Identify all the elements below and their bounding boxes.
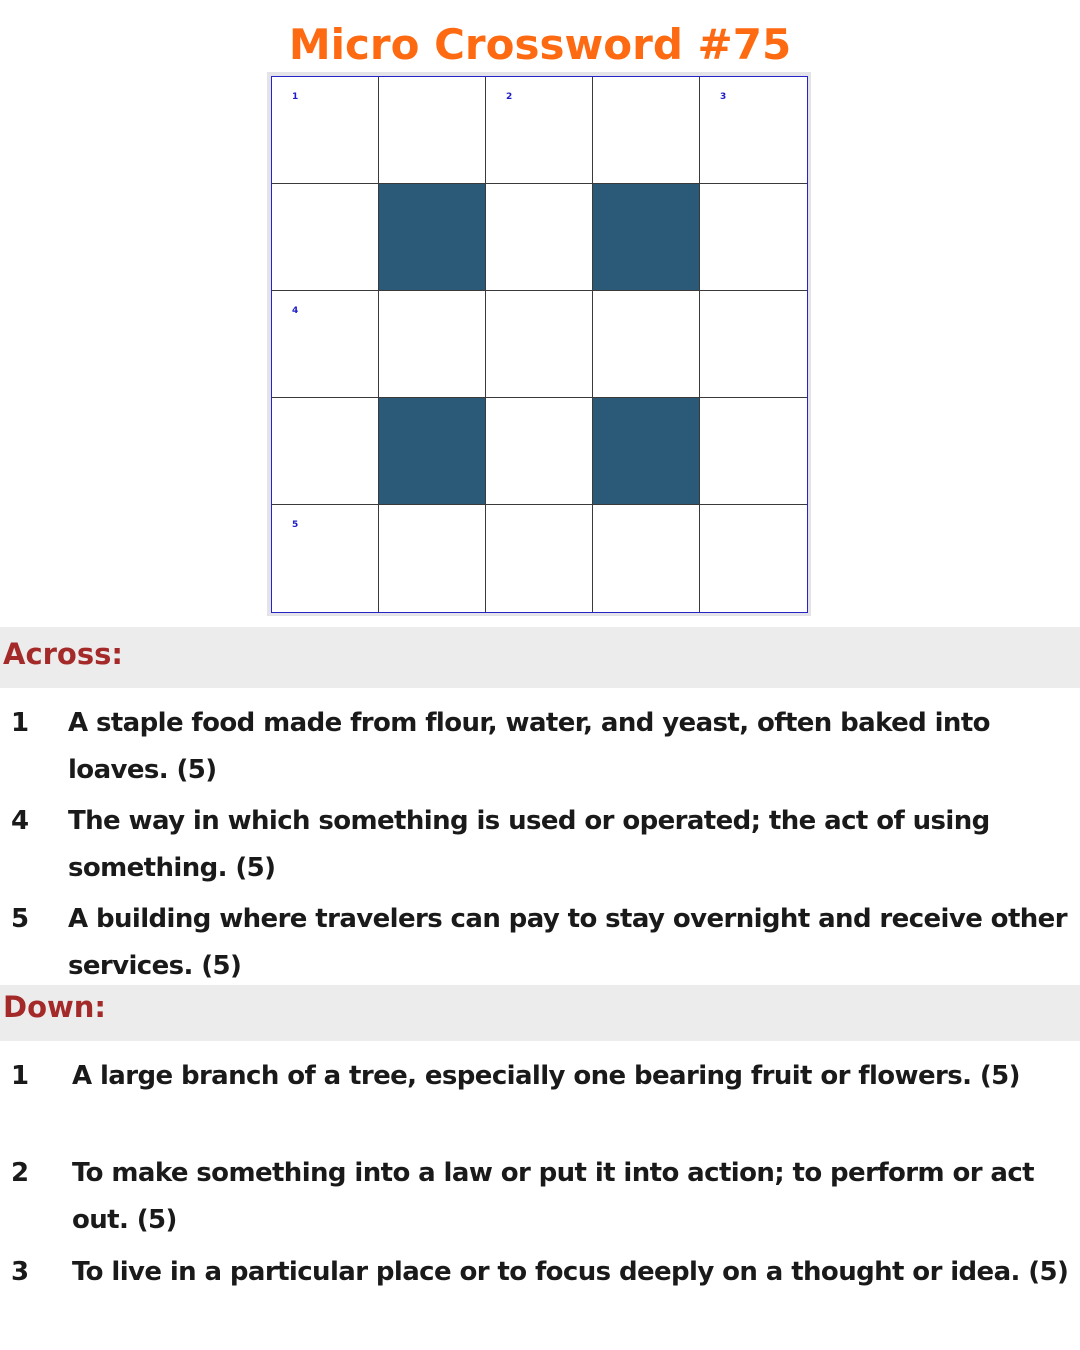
grid-cell[interactable] [272, 398, 379, 505]
grid-cell[interactable] [700, 505, 807, 612]
grid-cell[interactable] [593, 291, 700, 398]
grid-cell[interactable] [272, 505, 379, 612]
grid-cell[interactable] [486, 291, 593, 398]
grid-cell-number: 5 [292, 520, 299, 530]
grid-cell[interactable] [379, 77, 486, 184]
grid-block [593, 184, 700, 291]
grid-cell[interactable] [700, 291, 807, 398]
grid-cell[interactable] [486, 77, 593, 184]
across-header [0, 627, 1080, 688]
clue-number: 5 [11, 904, 30, 934]
grid-block [379, 184, 486, 291]
puzzle-title: Micro Crossword #75 [288, 20, 792, 69]
across-heading: Across: [3, 637, 123, 671]
grid-cell[interactable] [272, 291, 379, 398]
clue-number: 3 [11, 1257, 30, 1287]
grid-block [379, 398, 486, 505]
grid-cell[interactable] [486, 505, 593, 612]
clue-number: 1 [11, 1061, 30, 1091]
grid-cell-number: 2 [506, 92, 513, 102]
grid-cell[interactable] [486, 398, 593, 505]
clue-number: 2 [11, 1158, 30, 1188]
grid-cell[interactable] [379, 505, 486, 612]
clue-text: To live in a particular place or to focus deeply on a thought or idea. (5) [72, 1257, 1069, 1287]
grid-cell[interactable] [593, 505, 700, 612]
grid-cell[interactable] [593, 77, 700, 184]
grid-cell[interactable] [486, 184, 593, 291]
grid-cell[interactable] [272, 77, 379, 184]
grid-cell-number: 4 [292, 306, 299, 316]
clue-text: A building where travelers can pay to stay overnight and receive other services. (5) [68, 904, 1067, 981]
clue-number: 4 [11, 806, 30, 836]
clue-number: 1 [11, 708, 30, 738]
down-heading: Down: [3, 990, 107, 1024]
crossword-grid [271, 76, 808, 613]
clue-text: A large branch of a tree, especially one bearing fruit or flowers. (5) [72, 1061, 1020, 1091]
grid-cell[interactable] [379, 291, 486, 398]
clue-text: The way in which something is used or operated; the act of using something. (5) [68, 806, 990, 883]
grid-block [593, 398, 700, 505]
grid-cell-number: 1 [292, 92, 299, 102]
grid-cell[interactable] [272, 184, 379, 291]
clue-text: To make something into a law or put it into action; to perform or act out. (5) [72, 1158, 1034, 1235]
down-header [0, 985, 1080, 1041]
grid-cell[interactable] [700, 77, 807, 184]
clue-text: A staple food made from flour, water, and yeast, often baked into loaves. (5) [68, 708, 990, 785]
grid-cell[interactable] [700, 184, 807, 291]
grid-cell-number: 3 [720, 92, 727, 102]
grid-cell[interactable] [700, 398, 807, 505]
